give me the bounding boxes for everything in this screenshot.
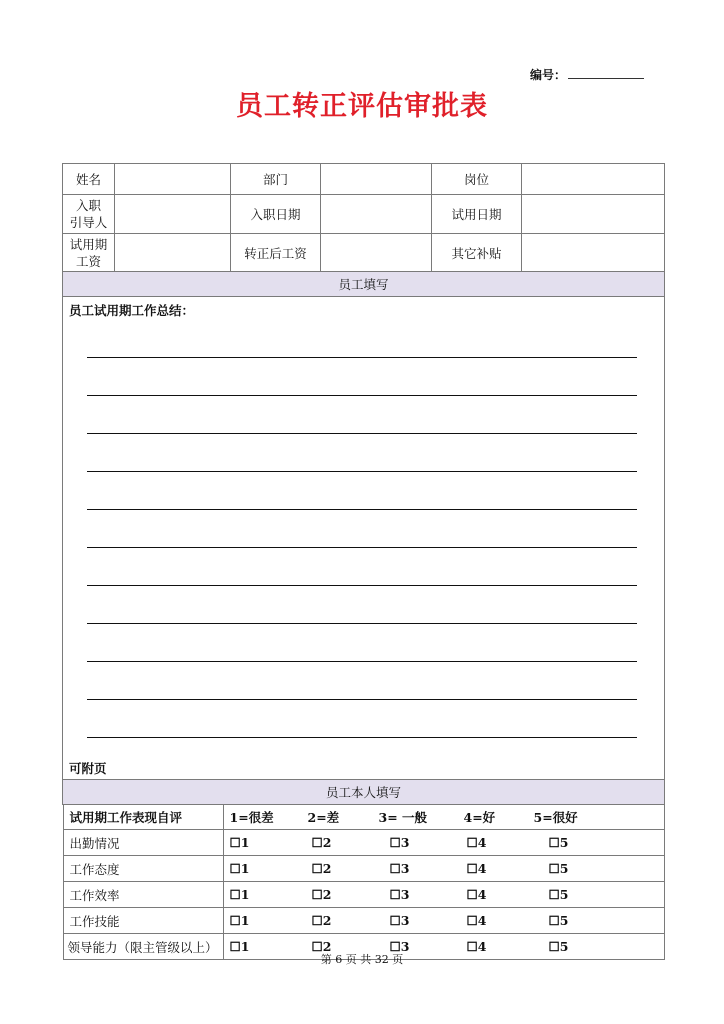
option-checkbox[interactable]: ☐4 [466,861,487,876]
other-allowance-label: 其它补贴 [432,234,522,272]
section-self-header: 员工本人填写 [63,780,665,805]
scale-item: 3= 一般 [378,810,428,825]
summary-line[interactable] [87,433,637,434]
summary-row [63,297,665,780]
table-row [63,908,664,934]
summary-line[interactable] [87,661,637,662]
eval-options [223,856,664,882]
scale-item: 2=差 [307,810,340,825]
summary-line[interactable] [87,471,637,472]
self-eval-container [63,805,665,961]
eval-row-label: 工作技能 [63,908,223,934]
scale-item: 4=好 [463,810,496,825]
eval-row-label: 工作态度 [63,856,223,882]
option-checkbox[interactable]: ☐5 [548,939,569,954]
option-checkbox[interactable]: ☐2 [311,861,332,876]
section-employee-row [63,272,665,297]
self-eval-table-row [63,805,665,961]
trial-wage-line2: 工资 [75,253,101,269]
other-allowance-field[interactable] [522,234,665,272]
option-checkbox[interactable]: ☐3 [389,887,410,902]
option-checkbox[interactable]: ☐5 [548,861,569,876]
post-wage-label: 转正后工资 [231,234,321,272]
option-checkbox[interactable]: ☐3 [389,913,410,928]
scale-cell [223,805,664,830]
option-checkbox[interactable]: ☐2 [311,913,332,928]
summary-line[interactable] [87,623,637,624]
option-checkbox[interactable]: ☐3 [389,861,410,876]
serial-blank[interactable] [568,68,644,79]
guide-label-line2: 引导人 [69,215,108,230]
position-label: 岗位 [432,164,522,195]
summary-line[interactable] [87,357,637,358]
self-eval-header-row [63,805,664,830]
attach-label: 可附页 [69,761,107,776]
option-checkbox[interactable]: ☐1 [229,887,250,902]
eval-row-label: 出勤情况 [63,830,223,856]
info-row-2 [63,195,665,234]
scale-legend [224,808,664,826]
scale-item: 5=很好 [533,810,578,825]
eval-options [223,882,664,908]
option-checkbox[interactable]: ☐1 [229,939,250,954]
option-checkbox[interactable]: ☐4 [466,939,487,954]
name-field[interactable] [115,164,231,195]
option-checkbox[interactable]: ☐3 [389,939,410,954]
trial-wage-field[interactable] [115,234,231,272]
page-title: 员工转正评估审批表 [236,91,488,122]
serial-number [530,66,644,83]
option-checkbox[interactable]: ☐1 [229,913,250,928]
option-checkbox[interactable]: ☐4 [466,887,487,902]
self-eval-header: 试用期工作表现自评 [63,805,223,830]
eval-options [223,830,664,856]
table-row [63,830,664,856]
option-checkbox[interactable]: ☐1 [229,861,250,876]
summary-line[interactable] [87,509,637,510]
name-label: 姓名 [63,164,115,195]
summary-cell [63,297,665,780]
summary-line[interactable] [87,585,637,586]
summary-area[interactable] [63,297,664,779]
scale-item: 1=很差 [229,810,274,825]
serial-label: 编号： [530,68,567,82]
guide-field[interactable] [115,195,231,234]
evaluation-form [62,163,665,960]
option-checkbox[interactable]: ☐4 [466,835,487,850]
option-checkbox[interactable]: ☐3 [389,835,410,850]
post-wage-field[interactable] [321,234,432,272]
info-row-3 [63,234,665,272]
department-field[interactable] [321,164,432,195]
position-field[interactable] [522,164,665,195]
summary-line[interactable] [87,395,637,396]
trial-wage-label [63,234,115,272]
table-row [63,882,664,908]
table-row [63,856,664,882]
section-self-row [63,780,665,805]
hire-date-field[interactable] [321,195,432,234]
trial-wage-line1: 试用期 [69,236,108,252]
eval-row-label: 工作效率 [63,882,223,908]
section-employee-header: 员工填写 [63,272,665,297]
eval-options [223,908,664,934]
guide-label-line1: 入职 [75,198,101,213]
guide-label [63,195,115,234]
summary-label: 员工试用期工作总结： [69,303,195,318]
eval-row-label: 领导能力（限主管级以上） [63,934,223,960]
trial-date-field[interactable] [522,195,665,234]
summary-line[interactable] [87,737,637,738]
option-checkbox[interactable]: ☐4 [466,913,487,928]
option-checkbox[interactable]: ☐1 [229,835,250,850]
trial-date-label: 试用日期 [432,195,522,234]
summary-line[interactable] [87,699,637,700]
option-checkbox[interactable]: ☐5 [548,887,569,902]
page-footer: 第 6 页 共 32 页 [320,953,404,966]
self-eval-table [63,805,665,960]
department-label: 部门 [231,164,321,195]
option-checkbox[interactable]: ☐2 [311,939,332,954]
option-checkbox[interactable]: ☐5 [548,913,569,928]
hire-date-label: 入职日期 [231,195,321,234]
option-checkbox[interactable]: ☐2 [311,835,332,850]
info-row-1 [63,164,665,195]
option-checkbox[interactable]: ☐5 [548,835,569,850]
summary-line[interactable] [87,547,637,548]
option-checkbox[interactable]: ☐2 [311,887,332,902]
